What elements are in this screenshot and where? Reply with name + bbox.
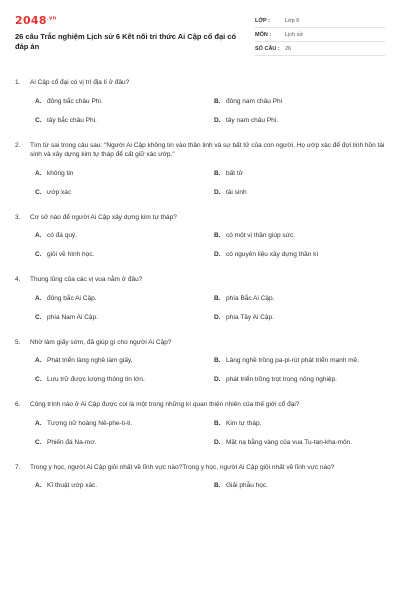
option-text: phía Bắc Ai Cập. — [226, 294, 275, 302]
option-letter: D. — [214, 116, 221, 124]
option-text: tây nam châu Phi. — [226, 116, 279, 124]
option-letter: A. — [35, 294, 42, 302]
option-a[interactable] — [35, 353, 208, 368]
option-letter: A. — [35, 232, 42, 239]
option-text: Mặt nạ bằng vàng của vua Tu-tan-kha-môn. — [226, 438, 353, 446]
option-text: bất tử — [226, 169, 243, 177]
question-number: 7. — [15, 463, 21, 471]
option-letter: A. — [35, 482, 42, 489]
question-number: 5. — [15, 338, 21, 346]
option-letter: B. — [214, 169, 221, 177]
option-letter: C. — [35, 376, 42, 383]
option-letter: B. — [214, 357, 221, 364]
option-a[interactable] — [35, 228, 208, 243]
meta-value: 26 — [285, 45, 292, 52]
question-text: Cơ sở nào để người Ai Cập xây dựng kim tự tháp? — [30, 213, 177, 221]
option-letter: B. — [214, 97, 221, 105]
option-text: giỏi về hình học. — [47, 251, 95, 258]
option-text: Lưu trữ được lượng thông tin lớn. — [47, 376, 145, 383]
option-text: Làng nghề trồng pa-pi-rút phát triển mạnh mẽ. — [226, 357, 359, 364]
option-letter: A. — [35, 169, 42, 177]
meta-row-subject — [255, 28, 385, 42]
logo-suffix: .vn — [46, 15, 57, 22]
option-a[interactable] — [35, 478, 208, 493]
site-logo[interactable] — [15, 14, 56, 27]
question-number: 4. — [15, 276, 21, 283]
option-text: có nguyên liệu xây dựng thần kì — [226, 251, 319, 258]
option-d[interactable] — [214, 310, 387, 325]
question-7 — [15, 463, 385, 494]
option-text: tái sinh — [226, 188, 247, 196]
option-text: Tượng nữ hoàng Nê-phe-ti-ti. — [47, 419, 133, 427]
option-letter: D. — [214, 438, 221, 446]
option-text: Phát triển làng nghề làm giấy. — [47, 357, 133, 364]
option-a[interactable] — [35, 166, 208, 181]
question-number: 3. — [15, 213, 21, 221]
option-text: không tin — [47, 169, 74, 177]
option-d[interactable] — [214, 372, 387, 387]
option-b[interactable] — [214, 228, 387, 243]
question-3 — [15, 213, 385, 263]
option-letter: B. — [214, 294, 221, 302]
option-text: đông nam châu Phi — [226, 97, 283, 105]
question-text: Công trình nào ở Ai Cập được coi là một trong những kì quan thiên nhiên của thế giới cổ đại? — [30, 401, 300, 408]
option-text: có một vị thần giúp sức. — [226, 232, 296, 239]
option-letter: C. — [35, 438, 42, 446]
meta-key: MÔN : — [255, 31, 272, 38]
option-text: có đá quý. — [47, 232, 77, 239]
option-c[interactable] — [35, 247, 208, 262]
option-b[interactable] — [214, 353, 387, 368]
question-6 — [15, 400, 385, 450]
option-b[interactable] — [214, 291, 387, 306]
option-letter: A. — [35, 419, 42, 427]
meta-row-count — [255, 42, 385, 56]
option-text: đông bắc châu Phi. — [47, 97, 103, 105]
option-letter: A. — [35, 357, 42, 364]
option-letter: D. — [214, 251, 221, 258]
option-text: đông bắc Ai Cập. — [47, 294, 97, 302]
option-letter: C. — [35, 116, 42, 124]
option-c[interactable] — [35, 113, 208, 128]
question-2 — [15, 141, 385, 200]
question-number: 1. — [15, 79, 21, 86]
option-d[interactable] — [214, 247, 387, 262]
option-letter: C. — [35, 251, 42, 258]
option-text: phía Nam Ai Cập. — [47, 313, 98, 321]
document-meta — [255, 14, 385, 56]
option-letter: A. — [35, 97, 42, 105]
option-b[interactable] — [214, 94, 387, 109]
question-number: 2. — [15, 141, 21, 149]
option-a[interactable] — [35, 94, 208, 109]
question-5 — [15, 338, 385, 388]
question-1 — [15, 78, 385, 128]
meta-key: SỐ CÂU : — [255, 45, 280, 52]
question-text: Tìm từ sai trong câu sau: "Người Ai Cập không tin vào thần linh và sự bất tử của con người. Họ ướp xác để đợi linh hồn tái sinh và xây dựng kim tự tháp để cất giữ xác ướp." — [30, 141, 385, 158]
option-text: ướp xác — [47, 188, 72, 196]
document-title: 26 câu Trắc nghiệm Lịch sử 6 Kết nối tri thức Ai Cập cổ đại có đáp án — [15, 32, 237, 51]
option-b[interactable] — [214, 166, 387, 181]
option-text: phát triển trồng trọt trong nông nghiệp. — [226, 376, 337, 383]
option-letter: B. — [214, 482, 221, 489]
option-text: Kim tự tháp. — [226, 419, 262, 427]
option-a[interactable] — [35, 291, 208, 306]
option-d[interactable] — [214, 185, 387, 200]
option-c[interactable] — [35, 310, 208, 325]
option-c[interactable] — [35, 372, 208, 387]
option-text: phía Tây Ai Cập. — [226, 313, 274, 321]
option-letter: C. — [35, 188, 42, 196]
option-b[interactable] — [214, 478, 387, 493]
option-d[interactable] — [214, 435, 387, 450]
logo-main: 2048 — [15, 14, 47, 27]
question-number: 6. — [15, 401, 21, 408]
option-c[interactable] — [35, 185, 208, 200]
option-text: Giải phẫu học. — [226, 482, 268, 489]
option-b[interactable] — [214, 416, 387, 431]
option-letter: B. — [214, 419, 221, 427]
question-text: Nhờ làm giấy sớm, đã giúp gì cho người Ai Cập? — [30, 338, 172, 346]
question-list — [15, 78, 385, 506]
option-letter: D. — [214, 376, 221, 383]
option-letter: C. — [35, 313, 42, 321]
option-text: Phiến đá Na-mơ. — [47, 438, 97, 446]
option-letter: D. — [214, 313, 221, 321]
meta-value: Lịch sử — [285, 31, 304, 38]
option-a[interactable] — [35, 416, 208, 431]
question-4 — [15, 275, 385, 325]
option-d[interactable] — [214, 113, 387, 128]
question-text: Ai Cập cổ đại có vị trí địa lí ở đâu? — [30, 79, 130, 86]
document-header — [15, 14, 385, 64]
option-letter: D. — [214, 188, 221, 196]
option-letter: B. — [214, 232, 221, 239]
meta-value: Lớp 6 — [285, 17, 300, 24]
question-text: Trong y học, người Ai Cập giỏi nhất về lĩnh vực nào?Trong y học, người Ai Cập giỏi nhất về lĩnh vực nào? — [30, 463, 335, 471]
option-c[interactable] — [35, 435, 208, 450]
meta-row-grade — [255, 14, 385, 28]
option-text: tây bắc châu Phi. — [47, 116, 97, 124]
meta-key: LỚP : — [255, 17, 270, 24]
question-text: Thung lũng của các vị vua nằm ở đâu? — [30, 276, 143, 283]
option-text: Kĩ thuật ướp xác. — [47, 482, 98, 489]
